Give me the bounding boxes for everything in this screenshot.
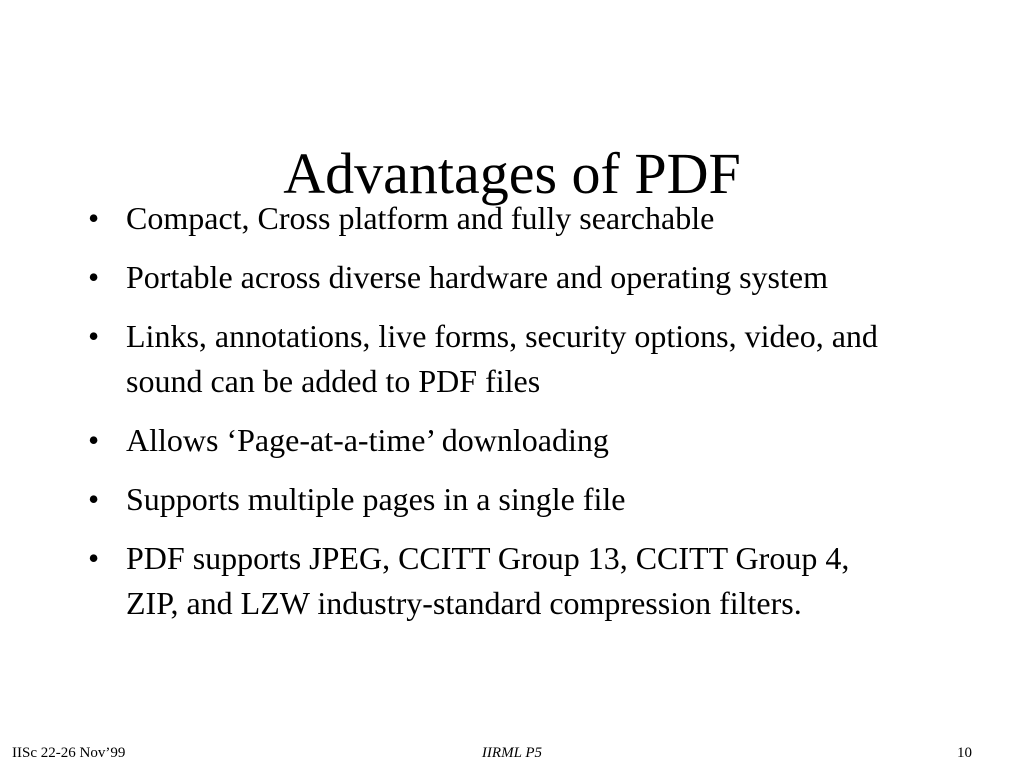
bullet-item [88, 196, 908, 241]
page-number: 10 [957, 745, 972, 761]
slide-title: Advantages of PDF [283, 140, 741, 206]
bullet-marker: • [88, 540, 100, 576]
bullet-marker: • [88, 318, 100, 354]
bullet-marker: • [88, 200, 100, 236]
bullet-text: Allows ‘Page-at-a-time’ downloading [126, 422, 609, 458]
bullet-item [88, 536, 908, 626]
footer-event: IISc 22-26 Nov’99 [12, 745, 126, 761]
bullet-text: Portable across diverse hardware and operating system [126, 259, 828, 295]
bullet-item [88, 314, 908, 404]
bullet-item [88, 477, 908, 522]
footer-session: IIRML P5 [481, 745, 543, 761]
bullet-list [88, 196, 908, 640]
bullet-text: Links, annotations, live forms, security options, video, and sound can be added to PDF files [126, 318, 878, 399]
bullet-item [88, 418, 908, 463]
bullet-marker: • [88, 422, 100, 458]
bullet-text: Supports multiple pages in a single file [126, 481, 626, 517]
bullet-marker: • [88, 481, 100, 517]
bullet-item [88, 255, 908, 300]
bullet-marker: • [88, 259, 100, 295]
bullet-text: Compact, Cross platform and fully searchable [126, 200, 715, 236]
bullet-text: PDF supports JPEG, CCITT Group 13, CCITT Group 4, ZIP, and LZW industry-standard compression filters. [126, 540, 850, 621]
